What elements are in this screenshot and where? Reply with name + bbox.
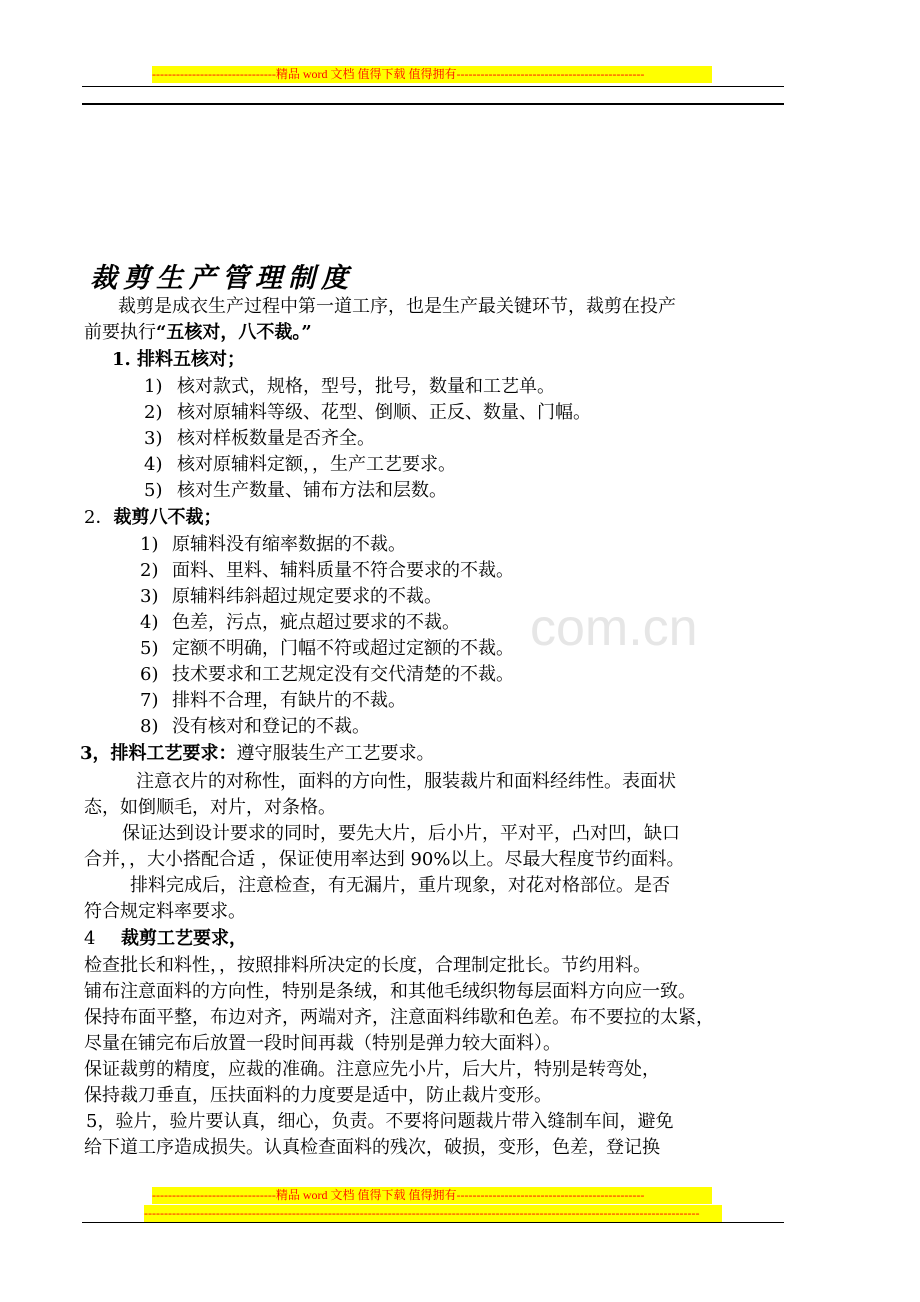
footer-rule — [82, 1222, 784, 1223]
item-number: 3) — [140, 586, 159, 607]
section-3-title: 3，排料工艺要求： — [80, 743, 237, 764]
item-number: 1) — [140, 534, 159, 555]
list-item — [140, 664, 514, 686]
item-number: 5) — [140, 638, 159, 659]
section-1-heading: 1. 排料五核对； — [112, 349, 246, 370]
item-text: 核对生产数量、铺布方法和层数。 — [177, 480, 447, 501]
item-text: 原辅料没有缩率数据的不裁。 — [172, 534, 406, 555]
list-item — [144, 454, 456, 476]
header-rule-top — [82, 86, 784, 87]
intro-line-2 — [84, 322, 312, 344]
paragraph-line: 保证达到设计要求的同时，要先大片，后小片，平对平，凸对凹，缺口 — [122, 823, 680, 844]
item-text: 技术要求和工艺规定没有交代清楚的不裁。 — [172, 664, 514, 685]
item-text: 核对样板数量是否齐全。 — [177, 428, 375, 449]
item-number: 2) — [140, 560, 159, 581]
item-number: 5) — [144, 480, 163, 501]
item-number: 7) — [140, 690, 159, 711]
intro-slogan: “五核对，八不裁。” — [156, 322, 312, 343]
item-number: 2) — [144, 402, 163, 423]
list-item — [144, 480, 447, 502]
paragraph-line: 5，验片，验片要认真，细心，负责。不要将问题裁片带入缝制车间，避免 — [86, 1111, 674, 1132]
paragraph-line: 符合规定料率要求。 — [84, 901, 246, 922]
list-item — [140, 690, 406, 712]
section-3-heading — [80, 743, 435, 765]
header-banner: -------------------------------精品 word 文档 值得下载 值得拥有----------------------------------------------- — [152, 66, 712, 83]
paragraph-line: 给下道工序造成损失。认真检查面料的残次，破损，变形，色差，登记换 — [84, 1137, 660, 1158]
item-text: 排料不合理，有缺片的不裁。 — [172, 690, 406, 711]
paragraph-line: 检查批长和料性，，按照排料所决定的长度，合理制定批长。节约用料。 — [84, 955, 651, 976]
list-item — [140, 612, 460, 634]
paragraph-line: 尽量在铺完布后放置一段时间再裁（特别是弹力较大面料）。 — [84, 1033, 561, 1054]
list-item — [140, 586, 442, 608]
item-text: 核对原辅料等级、花型、倒顺、正反、数量、门幅。 — [177, 402, 591, 423]
list-item — [140, 560, 514, 582]
item-text: 核对款式，规格，型号，批号，数量和工艺单。 — [177, 376, 555, 397]
item-number: 3) — [144, 428, 163, 449]
paragraph-line: 注意衣片的对称性，面料的方向性，服装裁片和面料经纬性。表面状 — [136, 771, 676, 792]
section-4-title: 裁剪工艺要求， — [121, 928, 247, 949]
item-text: 原辅料纬斜超过规定要求的不裁。 — [172, 586, 442, 607]
paragraph-line: 保证裁剪的精度，应裁的准确。注意应先小片，后大片，特别是转弯处， — [84, 1059, 660, 1080]
item-text: 没有核对和登记的不裁。 — [172, 716, 370, 737]
list-item — [140, 534, 406, 556]
list-item — [144, 428, 375, 450]
paragraph-line: 保持裁刀垂直，压扶面料的力度要是适中，防止裁片变形。 — [84, 1085, 552, 1106]
list-item — [140, 716, 370, 738]
doc-title: 裁剪生产管理制度 — [90, 263, 354, 294]
paragraph-line: 态，如倒顺毛，对片，对条格。 — [84, 797, 336, 818]
list-item — [140, 638, 514, 660]
item-text: 面料、里料、辅料质量不符合要求的不裁。 — [172, 560, 514, 581]
footer-banner: -------------------------------精品 word 文档 值得下载 值得拥有----------------------------------------------- — [152, 1187, 712, 1204]
item-number: 6) — [140, 664, 159, 685]
item-text: 色差，污点，疵点超过要求的不裁。 — [172, 612, 460, 633]
list-item — [144, 376, 555, 398]
header-rule-bottom — [82, 103, 784, 105]
paragraph-line: 排料完成后，注意检查，有无漏片，重片现象，对花对格部位。是否 — [130, 875, 670, 896]
item-text: 核对原辅料定额，，生产工艺要求。 — [177, 454, 456, 475]
intro-line-1: 裁剪是成衣生产过程中第一道工序，也是生产最关键环节，裁剪在投产 — [118, 296, 676, 317]
item-number: 4) — [144, 454, 163, 475]
list-item — [144, 402, 591, 424]
paragraph-line: 铺布注意面料的方向性，特别是条绒，和其他毛绒织物每层面料方向应一致。 — [84, 981, 696, 1002]
item-text: 定额不明确，门幅不符或超过定额的不裁。 — [172, 638, 514, 659]
footer-dashes: ------------------------------------------------------------------------------------------------------------------------------------------- — [144, 1205, 722, 1222]
section-2-number: 2． — [84, 507, 114, 528]
section-2-title: 裁剪八不裁； — [113, 507, 222, 528]
intro-lead: 前要执行 — [84, 322, 156, 343]
item-number: 8) — [140, 716, 159, 737]
section-3-subtitle: 遵守服装生产工艺要求。 — [236, 743, 435, 764]
section-4-number: 4 — [84, 928, 96, 949]
item-number: 1) — [144, 376, 163, 397]
item-number: 4) — [140, 612, 159, 633]
section-2-heading — [84, 507, 221, 529]
section-4-heading — [84, 928, 247, 950]
paragraph-line: 合并，，大小搭配合适 ，保证使用率达到 90%以上。尽最大程度节约面料。 — [84, 849, 685, 870]
watermark: com.cn — [530, 599, 698, 657]
paragraph-line: 保持布面平整，布边对齐，两端对齐，注意面料纬歇和色差。布不要拉的太紧， — [84, 1007, 714, 1028]
